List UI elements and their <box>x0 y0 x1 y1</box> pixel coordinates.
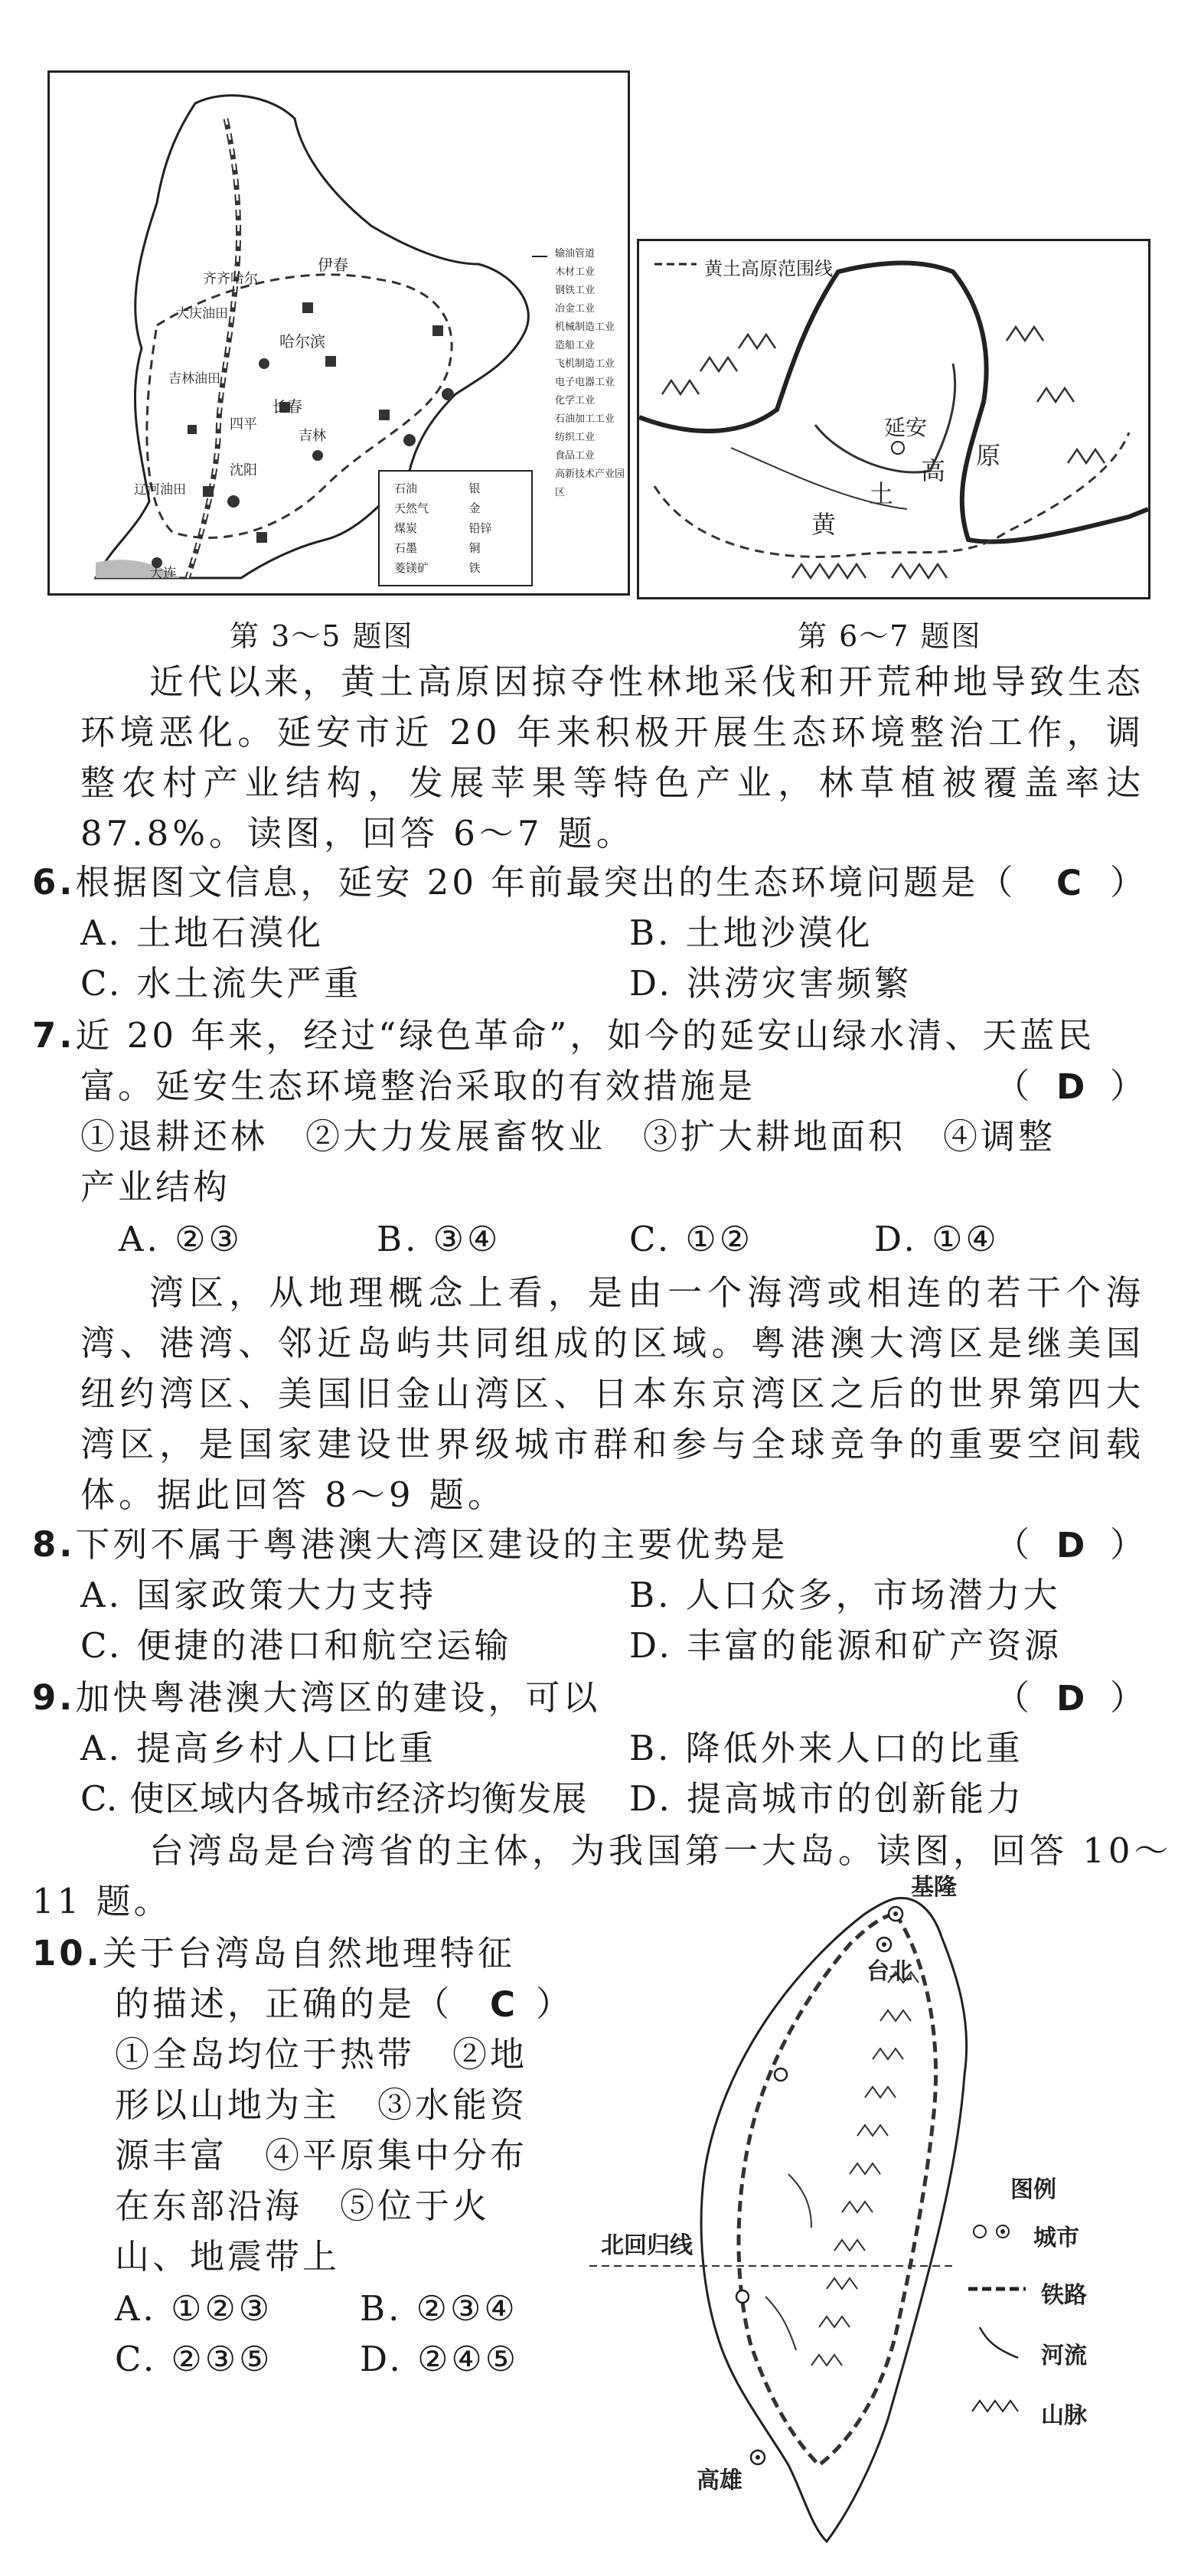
place-label: 黄 <box>811 510 837 539</box>
option: A. 国家政策大力支持 <box>80 1575 437 1615</box>
legend-item: 输油管道 <box>555 248 596 260</box>
figure-loess-plateau-map <box>637 239 1150 599</box>
bracket-close: ） <box>1110 1677 1148 1718</box>
answer-letter: D <box>1056 1525 1085 1566</box>
legend-item: 河流 <box>1041 2343 1087 2369</box>
figure-northeast-map <box>47 70 630 596</box>
option: A. 提高乡村人口比重 <box>80 1728 437 1768</box>
legend-item: 铜 <box>468 541 481 555</box>
legend-item: 造船工业 <box>555 340 596 351</box>
option: B. ②③④ <box>360 2288 518 2329</box>
question-10 <box>32 1928 515 1979</box>
question-6 <box>32 857 1016 908</box>
question-items: ①全岛均位于热带 ②地 <box>115 2034 528 2075</box>
legend-item: 电子电器工业 <box>555 377 615 388</box>
legend-item: 石油 <box>394 482 418 495</box>
legend-item: 煤炭 <box>394 521 418 535</box>
legend-item: 飞机制造工业 <box>555 358 615 370</box>
legend-right <box>555 245 628 502</box>
city-label: 高雄 <box>697 2467 742 2494</box>
bracket-open: （ <box>995 1524 1033 1565</box>
figure-caption: 第 6～7 题图 <box>798 619 982 653</box>
option: C. 水土流失严重 <box>80 963 362 1004</box>
question-number: 9. <box>32 1677 76 1718</box>
legend-item: 食品工业 <box>555 450 596 462</box>
option: B. 土地沙漠化 <box>629 913 873 953</box>
option: D. ②④⑤ <box>360 2339 520 2379</box>
bracket-close: ） <box>536 1983 574 2024</box>
question-8 <box>32 1520 788 1570</box>
question-items: 源丰富 ④平原集中分布 <box>115 2135 528 2176</box>
bracket-close: ） <box>1110 862 1148 903</box>
question-items: 产业结构 <box>80 1167 231 1207</box>
option: B. 人口众多，市场潜力大 <box>629 1575 1061 1615</box>
question-stem: 近 20 年来，经过“绿色革命”，如今的延安山绿水清、天蓝民 <box>75 1015 1095 1056</box>
legend-item: 高新技术产业园区 <box>555 469 625 498</box>
legend-item: 银 <box>468 482 481 495</box>
question-stem: 关于台湾岛自然地理特征 <box>102 1933 515 1974</box>
question-stem: 根据图文信息，延安 20 年前最突出的生态环境问题是（ <box>75 862 1017 903</box>
city-label: 沈阳 <box>230 462 257 478</box>
legend-item: 铁 <box>468 561 481 575</box>
question-stem: 加快粤港澳大湾区的建设，可以 <box>75 1677 601 1718</box>
passage-taiwan: 台湾岛是台湾省的主体，为我国第一大岛。读图，回答 10～ <box>149 1830 1173 1871</box>
city-label: 吉林油田 <box>168 371 220 387</box>
answer-letter: D <box>1056 1678 1085 1719</box>
legend-item: 天然气 <box>394 501 429 515</box>
legend-item: 纺织工业 <box>555 432 596 443</box>
legend-item: 铅锌 <box>468 521 492 535</box>
city-label: 吉林 <box>299 428 326 444</box>
legend-item: 城市 <box>1033 2225 1079 2251</box>
passage-taiwan-cont: 11 题。 <box>32 1881 171 1921</box>
city-label: 大连 <box>149 566 177 582</box>
option: D. ①④ <box>874 1219 1000 1259</box>
legend-item: 菱镁矿 <box>394 561 429 575</box>
northeast-map-graphic <box>50 73 628 593</box>
question-stem-line2: 富。延安生态环境整治采取的有效措施是 <box>80 1066 756 1106</box>
city-label: 齐齐哈尔 <box>203 271 258 287</box>
legend-title: 图例 <box>1010 2176 1056 2203</box>
option: C. 使区域内各城市经济均衡发展 <box>80 1778 588 1819</box>
bracket-close: ） <box>1110 1524 1148 1565</box>
city-label: 哈尔滨 <box>279 332 325 351</box>
question-number: 8. <box>32 1524 76 1565</box>
tropic-label: 北回归线 <box>601 2232 693 2259</box>
legend-bottom <box>394 478 532 578</box>
option: A. ②③ <box>119 1219 243 1259</box>
legend-item: 木材工业 <box>555 266 596 278</box>
city-label: 大庆油田 <box>176 306 228 322</box>
question-9 <box>32 1673 600 1723</box>
legend-item: 金 <box>468 501 481 515</box>
question-stem-line2: 的描述，正确的是（ <box>115 1983 453 2024</box>
question-number: 10. <box>32 1933 103 1974</box>
question-items: ①退耕还林 ②大力发展畜牧业 ③扩大耕地面积 ④调整 <box>80 1116 1056 1157</box>
passage-loess: 近代以来，黄土高原因掠夺性林地采伐和开荒种地导致生态环境恶化。延安市近 20 年来积极开展生态环境整治工作，调整农村产业结构，发展苹果等特色产业，林草植被覆盖率达87.8%。读图，回答 6～7 题。 <box>80 661 1145 854</box>
question-items: 形以山地为主 ③水能资 <box>115 2085 528 2125</box>
answer-letter: C <box>490 1984 516 2025</box>
legend-item: 冶金工业 <box>555 303 596 315</box>
place-label: 高 <box>921 456 946 485</box>
bracket-close: ） <box>1110 1066 1148 1106</box>
place-label: 延安 <box>884 415 928 440</box>
option: C. ②③⑤ <box>115 2339 273 2379</box>
option: C. ①② <box>629 1219 754 1259</box>
option: B. ③④ <box>377 1219 501 1259</box>
option: D. 提高城市的创新能力 <box>629 1778 1025 1819</box>
figure-caption: 第 3～5 题图 <box>230 619 414 653</box>
option: B. 降低外来人口的比重 <box>629 1728 1023 1768</box>
answer-letter: D <box>1056 1066 1085 1107</box>
legend-item: 化学工业 <box>555 395 596 406</box>
place-label: 土 <box>869 479 894 508</box>
legend-item: 钢铁工业 <box>555 285 596 296</box>
city-label: 基隆 <box>911 1874 957 1901</box>
legend-item: 机械制造工业 <box>555 322 615 333</box>
option: C. 便捷的港口和航空运输 <box>80 1625 512 1666</box>
legend-item: 铁路 <box>1041 2282 1087 2309</box>
legend-item: 石墨 <box>394 541 418 555</box>
option: D. 洪涝灾害频繁 <box>629 963 912 1004</box>
answer-letter: C <box>1056 863 1082 903</box>
passage-bay-area: 湾区，从地理概念上看，是由一个海湾或相连的若干个海湾、港湾、邻近岛屿共同组成的区域。粤港澳大湾区是继美国纽约湾区、美国旧金山湾区、日本东京湾区之后的世界第四大湾区，是国家建设世界级城市群和参与全球竞争的重要空间载体。据此回答 8～9 题。 <box>80 1272 1144 1515</box>
question-stem: 下列不属于粤港澳大湾区建设的主要优势是 <box>75 1524 788 1565</box>
city-label: 台北 <box>866 1958 912 1985</box>
city-label: 辽河油田 <box>134 482 186 498</box>
legend-item: 石油加工工业 <box>555 413 615 425</box>
question-7 <box>32 1010 1095 1061</box>
question-number: 7. <box>32 1015 76 1056</box>
place-label: 原 <box>976 441 1001 470</box>
option: D. 丰富的能源和矿产资源 <box>629 1625 1062 1666</box>
legend-label: 黄土高原范围线 <box>704 258 833 279</box>
city-label: 长春 <box>272 397 302 416</box>
bracket-open: （ <box>995 1066 1033 1106</box>
figure-taiwan-map <box>582 1868 1163 2572</box>
city-label: 伊春 <box>318 256 348 274</box>
bracket-open: （ <box>995 1677 1033 1718</box>
question-number: 6. <box>32 862 76 903</box>
city-label: 四平 <box>230 416 257 433</box>
question-items: 山、地震带上 <box>115 2236 341 2277</box>
option: A. 土地石漠化 <box>80 913 325 953</box>
option: A. ①②③ <box>115 2288 273 2329</box>
question-items: 在东部沿海 ⑤位于火 <box>115 2186 491 2226</box>
legend-item: 山脉 <box>1041 2402 1087 2429</box>
